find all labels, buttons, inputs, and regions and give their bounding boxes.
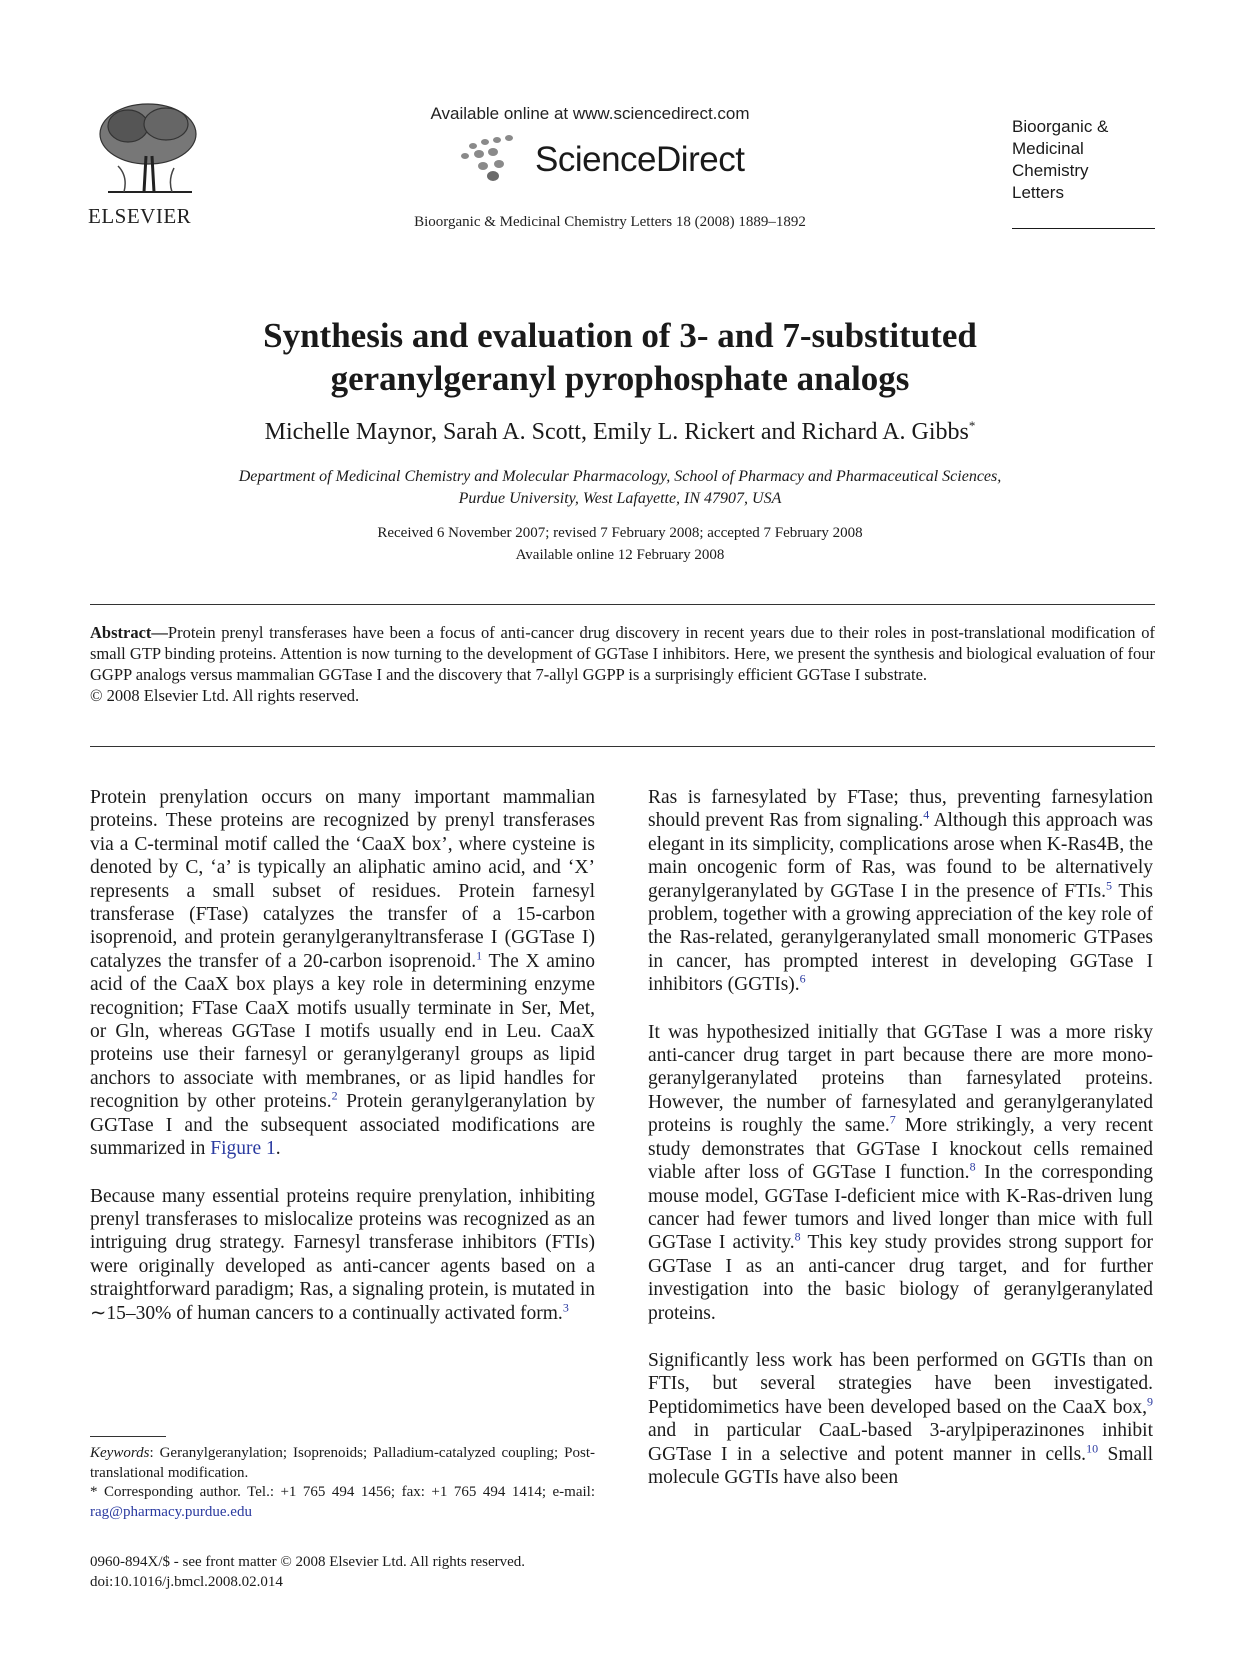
- issn-line: 0960-894X/$ - see front matter © 2008 Elsevier Ltd. All rights reserved.: [90, 1554, 526, 1570]
- affiliation-line: Purdue University, West Lafayette, IN 47907, USA: [458, 490, 782, 507]
- paragraph: [90, 1185, 595, 1325]
- elsevier-logo: [88, 96, 208, 230]
- abstract-body: [90, 622, 1155, 685]
- corresponding-author-mark[interactable]: *: [968, 418, 976, 433]
- abstract-bottom-rule: [90, 746, 1155, 747]
- paragraph: [648, 786, 1153, 997]
- keywords-text: : Geranylgeranylation; Isoprenoids; Palladium-catalyzed coupling; Post-translational modification.: [90, 1445, 595, 1481]
- history-line: Received 6 November 2007; revised 7 February 2008; accepted 7 February 2008: [377, 525, 863, 541]
- keywords: [90, 1444, 595, 1483]
- abstract-text: Protein prenyl transferases have been a focus of anti-cancer drug discovery in recent years due to their roles in post-translational modification of small GTP binding proteins. Attention is now turning to the development of GGTase I inhibitors. Here, we present the synthesis and biological evaluation of four GGPP analogs versus mammalian GGTase I and the discovery that 7-allyl GGPP is a surprisingly efficient GGTase I substrate.: [90, 623, 1155, 684]
- reference-link[interactable]: 9: [1147, 1394, 1153, 1409]
- figure-link[interactable]: Figure 1: [210, 1138, 276, 1160]
- reference-link[interactable]: 2: [331, 1088, 338, 1103]
- keywords-label: Keywords: [90, 1445, 150, 1461]
- paragraph-text: More strikingly, a very recent study demonstrates that GGTase I knockout cells remained viable after loss of GGTase I function.: [648, 1115, 1153, 1184]
- footnotes: [90, 1444, 595, 1522]
- reference-link[interactable]: 1: [476, 948, 483, 963]
- footnote-rule: [90, 1436, 166, 1437]
- reference-link[interactable]: 8: [794, 1229, 801, 1244]
- paragraph-text: Although this approach was elegant in its simplicity, complications arose when K-Ras4B, the main oncogenic form of Ras, was found to be alternatively geranylgeranylated by GGTase I in the presence of FTIs.: [648, 810, 1153, 902]
- tree-icon: [88, 96, 208, 200]
- paragraph-text: Protein geranylgeranylation by GGTase I and the subsequent associated modifications are summarized in: [90, 1091, 595, 1160]
- front-matter: [90, 1552, 650, 1592]
- journal-name-line: Letters: [1012, 183, 1064, 202]
- email-link[interactable]: rag@pharmacy.purdue.edu: [90, 1503, 252, 1520]
- publisher-wordmark: ELSEVIER: [88, 204, 192, 228]
- journal-name-line: Medicinal: [1012, 139, 1084, 158]
- affiliation-line: Department of Medicinal Chemistry and Molecular Pharmacology, School of Pharmacy and Pharmaceutical Sciences,: [238, 468, 1002, 485]
- history-line: Available online 12 February 2008: [515, 547, 725, 563]
- journal-name-line: Chemistry: [1012, 161, 1089, 180]
- title-line: Synthesis and evaluation of 3- and 7-substituted: [263, 316, 977, 355]
- journal-citation: Bioorganic & Medicinal Chemistry Letters 18 (2008) 1889–1892: [414, 214, 806, 230]
- available-online-text[interactable]: Available online at www.sciencedirect.com: [430, 104, 750, 123]
- sciencedirect-logo[interactable]: [455, 128, 785, 188]
- corresponding-author-note: [90, 1483, 595, 1522]
- doi-line[interactable]: doi:10.1016/j.bmcl.2008.02.014: [90, 1574, 283, 1590]
- paragraph-text: and in particular CaaL-based 3-arylpiperazinones inhibit GGTase I in a selective and potent manner in cells.: [648, 1420, 1153, 1465]
- paragraph-text: Because many essential proteins require prenylation, inhibiting prenyl transferases to mislocalize proteins was recognized as an intriguing drug strategy. Farnesyl transferase inhibitors (FTIs) were originally developed as anti-cancer agents based on a straightforward paradigm; Ras, a signaling protein, is mutated in ∼15–30% of human cancers to a continually activated form.: [90, 1185, 595, 1324]
- reference-link[interactable]: 7: [889, 1112, 896, 1127]
- left-column: [90, 786, 595, 1349]
- title-line: geranylgeranyl pyrophosphate analogs: [330, 359, 910, 398]
- reference-link[interactable]: 10: [1086, 1441, 1099, 1456]
- sciencedirect-wordmark: ScienceDirect: [535, 140, 745, 179]
- reference-link[interactable]: 8: [969, 1159, 976, 1174]
- authors-text: Michelle Maynor, Sarah A. Scott, Emily L. Rickert and Richard A. Gibbs: [264, 419, 969, 445]
- right-column: [648, 786, 1153, 1513]
- corresponding-text: Corresponding author. Tel.: +1 765 494 1456; fax: +1 765 494 1414; e-mail:: [104, 1484, 595, 1500]
- abstract-top-rule: [90, 604, 1155, 605]
- sciencedirect-dots-icon: [455, 134, 535, 182]
- paragraph: [90, 786, 595, 1161]
- reference-link[interactable]: 5: [1105, 878, 1112, 893]
- abstract-copyright: © 2008 Elsevier Ltd. All rights reserved.: [90, 686, 360, 705]
- paragraph-text: Significantly less work has been performed on GGTIs than on FTIs, but several strategies have been investigated. Peptidomimetics have been developed based on the CaaX box,: [648, 1349, 1153, 1418]
- affiliation: [130, 466, 1110, 510]
- abstract-label: Abstract—: [90, 623, 168, 642]
- journal-name-block: [1012, 116, 1162, 204]
- paragraph: [648, 1021, 1153, 1325]
- reference-link[interactable]: 4: [923, 807, 930, 822]
- paragraph-text: In the corresponding mouse model, GGTase I-deficient mice with K-Ras-driven lung cancer had fewer tumors and lived longer than mice with full GGTase I activity.: [648, 1162, 1154, 1254]
- article-history: [130, 522, 1110, 566]
- journal-name-line: Bioorganic &: [1012, 117, 1109, 136]
- author-list: [130, 418, 1110, 446]
- paragraph-text: The X amino acid of the CaaX box plays a key role in determining enzyme recognition; FTase CaaX motifs usually terminate in Ser, Met, or Gln, whereas GGTase I motifs usually end in Leu. CaaX proteins use their farnesyl or geranylgeranyl groups as lipid anchors to associate with membranes, or as lipid handles for recognition by other proteins.: [90, 950, 595, 1113]
- paragraph-text: Ras is farnesylated by FTase; thus, preventing farnesylation should prevent Ras from signaling.: [648, 787, 1153, 832]
- abstract: [90, 622, 1155, 706]
- paragraph-text: It was hypothesized initially that GGTase I was a more risky anti-cancer drug target in part because there are more mono-geranylgeranylated proteins than farnesylated proteins. However, the number of farnesylated and geranylgeranylated proteins is roughly the same.: [648, 1021, 1153, 1137]
- reference-link[interactable]: 3: [562, 1300, 569, 1315]
- article-title: [130, 314, 1110, 400]
- corresponding-mark: *: [90, 1484, 98, 1500]
- paragraph-text: .: [275, 1138, 281, 1160]
- reference-link[interactable]: 6: [799, 971, 806, 986]
- journal-divider: [1012, 228, 1155, 229]
- paragraph: [648, 1349, 1153, 1489]
- paragraph-text: This problem, together with a growing appreciation of the key role of the Ras-related, geranylgeranylated small monomeric GTPases in cancer, has prompted interest in developing GGTase I inhibitors (GGTIs).: [648, 880, 1153, 996]
- paragraph-text: Protein prenylation occurs on many important mammalian proteins. These proteins are recognized by prenyl transferases via a C-terminal motif called the ‘CaaX box’, where cysteine is denoted by C, ‘a’ is typically an aliphatic amino acid, and ‘X’ represents a small subset of residues. Protein farnesyl transferase (FTase) catalyzes the transfer of a 15-carbon isoprenoid, and protein geranylgeranyltransferase I (GGTase I) catalyzes the transfer of a 20-carbon isoprenoid.: [90, 787, 595, 972]
- paragraph-text: Small molecule GGTIs have also been: [648, 1443, 1153, 1488]
- paragraph-text: This key study provides strong support for GGTase I as an anti-cancer drug target, and for further investigation into the basic biology of geranylgeranylated proteins.: [648, 1232, 1153, 1324]
